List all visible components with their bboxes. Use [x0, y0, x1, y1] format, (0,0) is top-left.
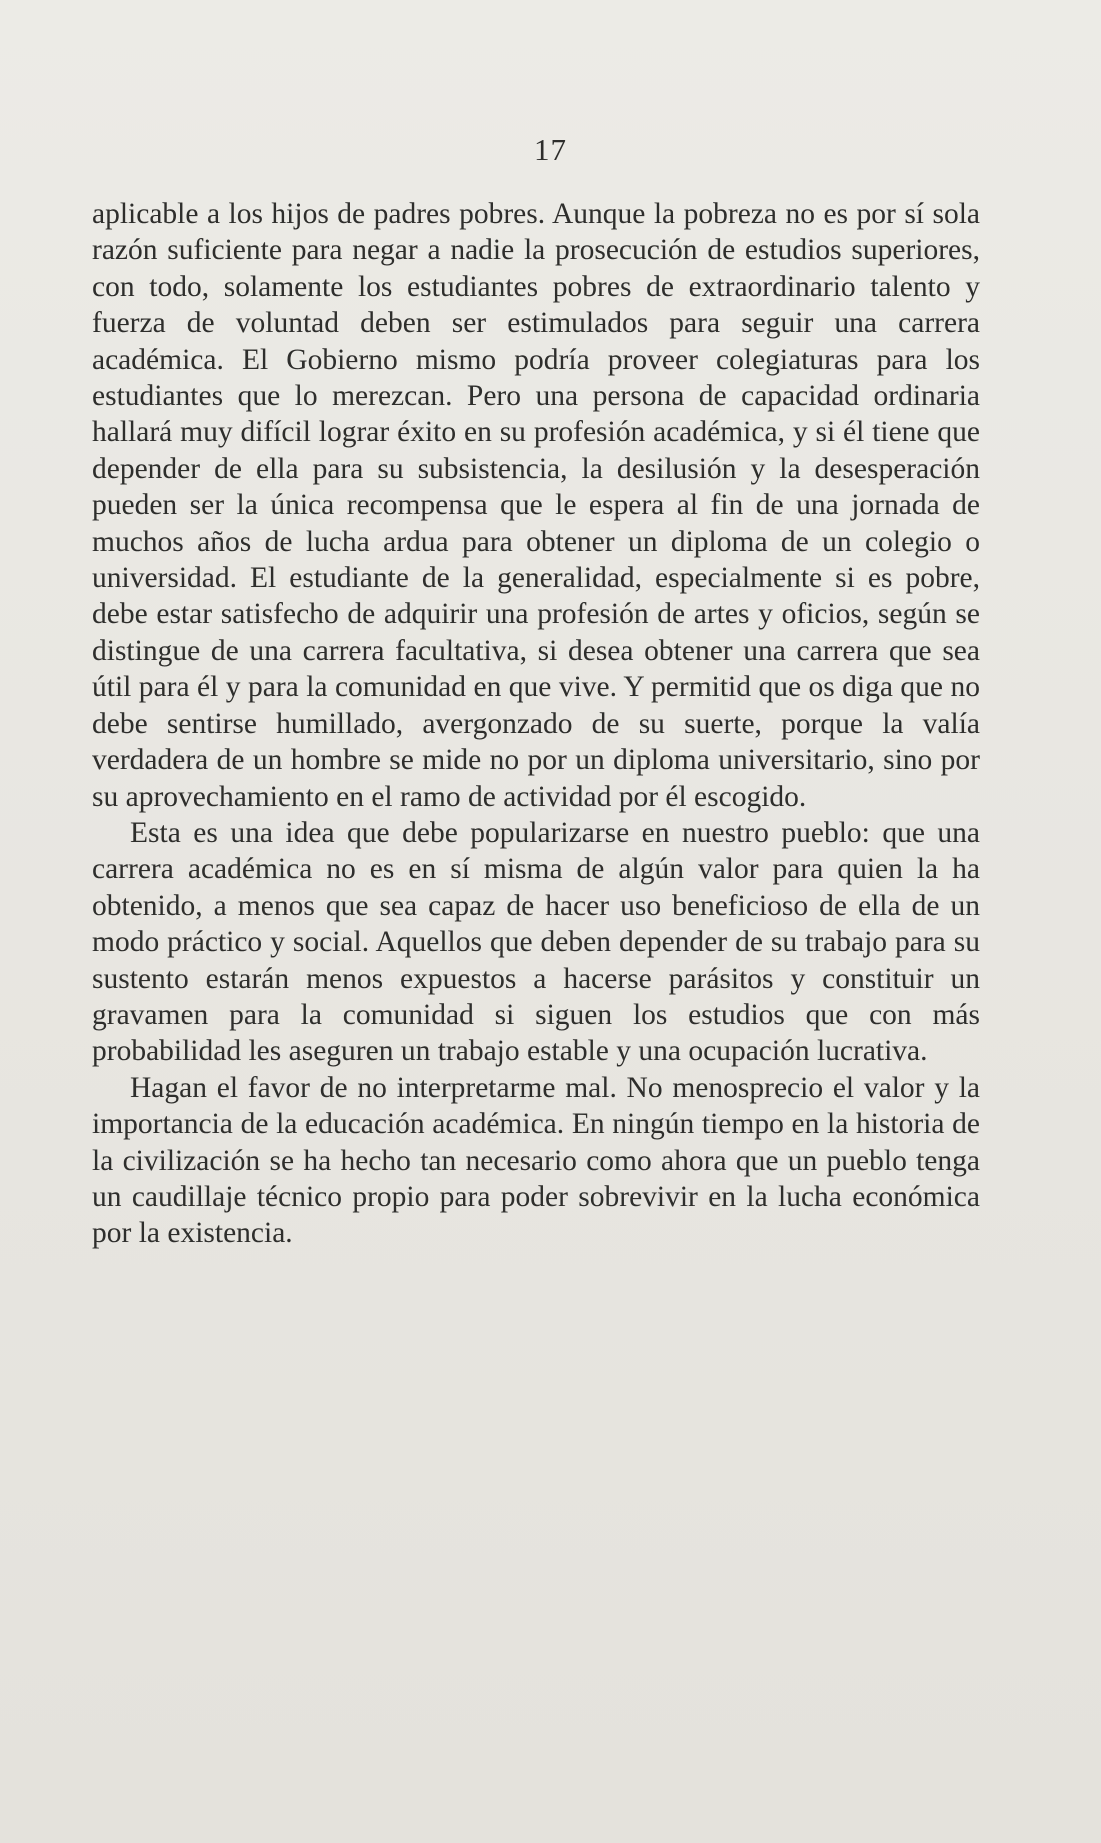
paragraph-clarification: Hagan el favor de no interpretarme mal. No menosprecio el valor y la importancia de la educación académica. En ningún tiempo en la historia de la civilización se ha hecho tan necesario como ahora que un pueblo tenga un caudillaje técnico propio para poder sobrevivir en la lucha económica por la existencia.	[92, 1071, 980, 1250]
paragraph-continuation: aplicable a los hijos de padres pobres. Aunque la pobreza no es por sí sola razón suficiente para negar a nadie la prosecución de estudios superiores, con todo, solamente los estudiantes pobres de extraordinario talento y fuerza de voluntad deben ser estimulados para seguir una carrera académica. El Gobierno mismo podría proveer colegiaturas para los estudiantes que lo merezcan. Pero una persona de capacidad ordinaria hallará muy difícil lograr éxito en su profesión académica, y si él tiene que depender de ella para su subsistencia, la desilusión y la desesperación pueden ser la única recompensa que le espera al fin de una jornada de muchos años de lucha ardua para obtener un diploma de un colegio o universidad. El estudiante de la generalidad, especialmente si es pobre, debe estar satisfecho de adquirir una profesión de artes y oficios, según se distingue de una carrera facultativa, si desea obtener una carrera que sea útil para él y para la comunidad en que vive. Y permitid que os diga que no debe sentirse humillado, avergonzado de su suerte, porque la valía verdadera de un hombre se mide no por un diploma universitario, sino por su aprovechamiento en el ramo de actividad por él escogido.	[92, 198, 980, 813]
paragraph-popular-idea: Esta es una idea que debe popularizarse en nuestro pueblo: que una carrera académica no es en sí misma de algún valor para quien la ha obtenido, a menos que sea capaz de hacer uso beneficioso de ella de un modo práctico y social. Aquellos que deben depender de su trabajo para su sustento estarán menos expuestos a hacerse parásitos y constituir un gravamen para la comunidad si siguen los estudios que con más probabilidad les aseguren un trabajo estable y una ocupación lucrativa.	[92, 816, 980, 1068]
page-number: 17	[534, 132, 567, 167]
page-text	[92, 196, 980, 1252]
